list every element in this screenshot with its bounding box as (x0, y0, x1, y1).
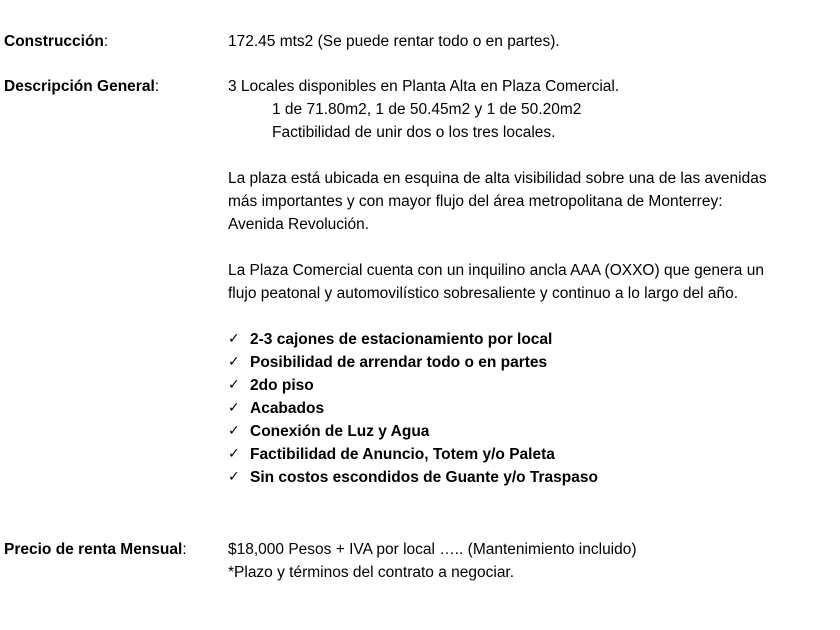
feature-text: Factibilidad de Anuncio, Totem y/o Paleta (250, 446, 555, 463)
construccion-value (228, 30, 838, 53)
feature-text: Posibilidad de arrendar todo o en partes (250, 354, 548, 371)
feature-text: Conexión de Luz y Agua (250, 423, 430, 440)
descripcion-label-colon: : (154, 78, 160, 95)
check-icon: ✓ (228, 354, 240, 370)
check-icon: ✓ (228, 331, 240, 347)
locales-medidas-text: 1 de 71.80m2, 1 de 50.45m2 y 1 de 50.20m2 (272, 101, 582, 118)
feature-item (228, 397, 838, 420)
inquilino-paragraph (228, 259, 838, 305)
descripcion-value (228, 75, 838, 489)
check-icon: ✓ (228, 446, 240, 462)
descripcion-label (4, 75, 159, 98)
locales-disponibles-text: 3 Locales disponibles en Planta Alta en Plaza Comercial. (228, 78, 620, 95)
feature-text: 2-3 cajones de estacionamiento por local (250, 331, 553, 348)
features-list (228, 328, 838, 489)
factibilidad-unir-text: Factibilidad de unir dos o los tres locales. (272, 124, 556, 141)
ubicacion-paragraph (228, 167, 838, 236)
inquilino-line-2: flujo peatonal y automovilístico sobresaliente y continuo a lo largo del año. (228, 285, 739, 302)
precio-label-colon: : (182, 541, 187, 558)
check-icon: ✓ (228, 469, 240, 485)
feature-item (228, 420, 838, 443)
feature-item (228, 328, 838, 351)
ubicacion-line-1: La plaza está ubicada en esquina de alta visibilidad sobre una de las avenidas (228, 170, 767, 187)
inquilino-line-1: La Plaza Comercial cuenta con un inquilino ancla AAA (OXXO) que genera un (228, 262, 764, 279)
precio-label-text: Precio de renta Mensual (4, 541, 183, 558)
feature-text: Acabados (250, 400, 325, 417)
feature-text: 2do piso (250, 377, 314, 394)
precio-label (4, 538, 187, 561)
feature-text: Sin costos escondidos de Guante y/o Traspaso (250, 469, 598, 486)
check-icon: ✓ (228, 377, 240, 393)
construccion-label (4, 30, 108, 53)
check-icon: ✓ (228, 400, 240, 416)
plazo-terminos-text: *Plazo y términos del contrato a negociar. (228, 564, 515, 581)
precio-amount-text: $18,000 Pesos + IVA por local ….. (Mantenimiento incluido) (228, 541, 637, 558)
construccion-value-text: 172.45 mts2 (Se puede rentar todo o en partes). (228, 33, 560, 50)
feature-item (228, 351, 838, 374)
feature-item (228, 443, 838, 466)
check-icon: ✓ (228, 423, 240, 439)
ubicacion-line-2: más importantes y con mayor flujo del área metropolitana de Monterrey: (228, 193, 723, 210)
construccion-label-colon: : (103, 33, 109, 50)
descripcion-label-text: Descripción General (4, 78, 155, 95)
feature-item (228, 466, 838, 489)
feature-item (228, 374, 838, 397)
construccion-label-text: Construcción (4, 33, 104, 50)
ubicacion-line-3: Avenida Revolución. (228, 216, 370, 233)
precio-value (228, 538, 838, 584)
